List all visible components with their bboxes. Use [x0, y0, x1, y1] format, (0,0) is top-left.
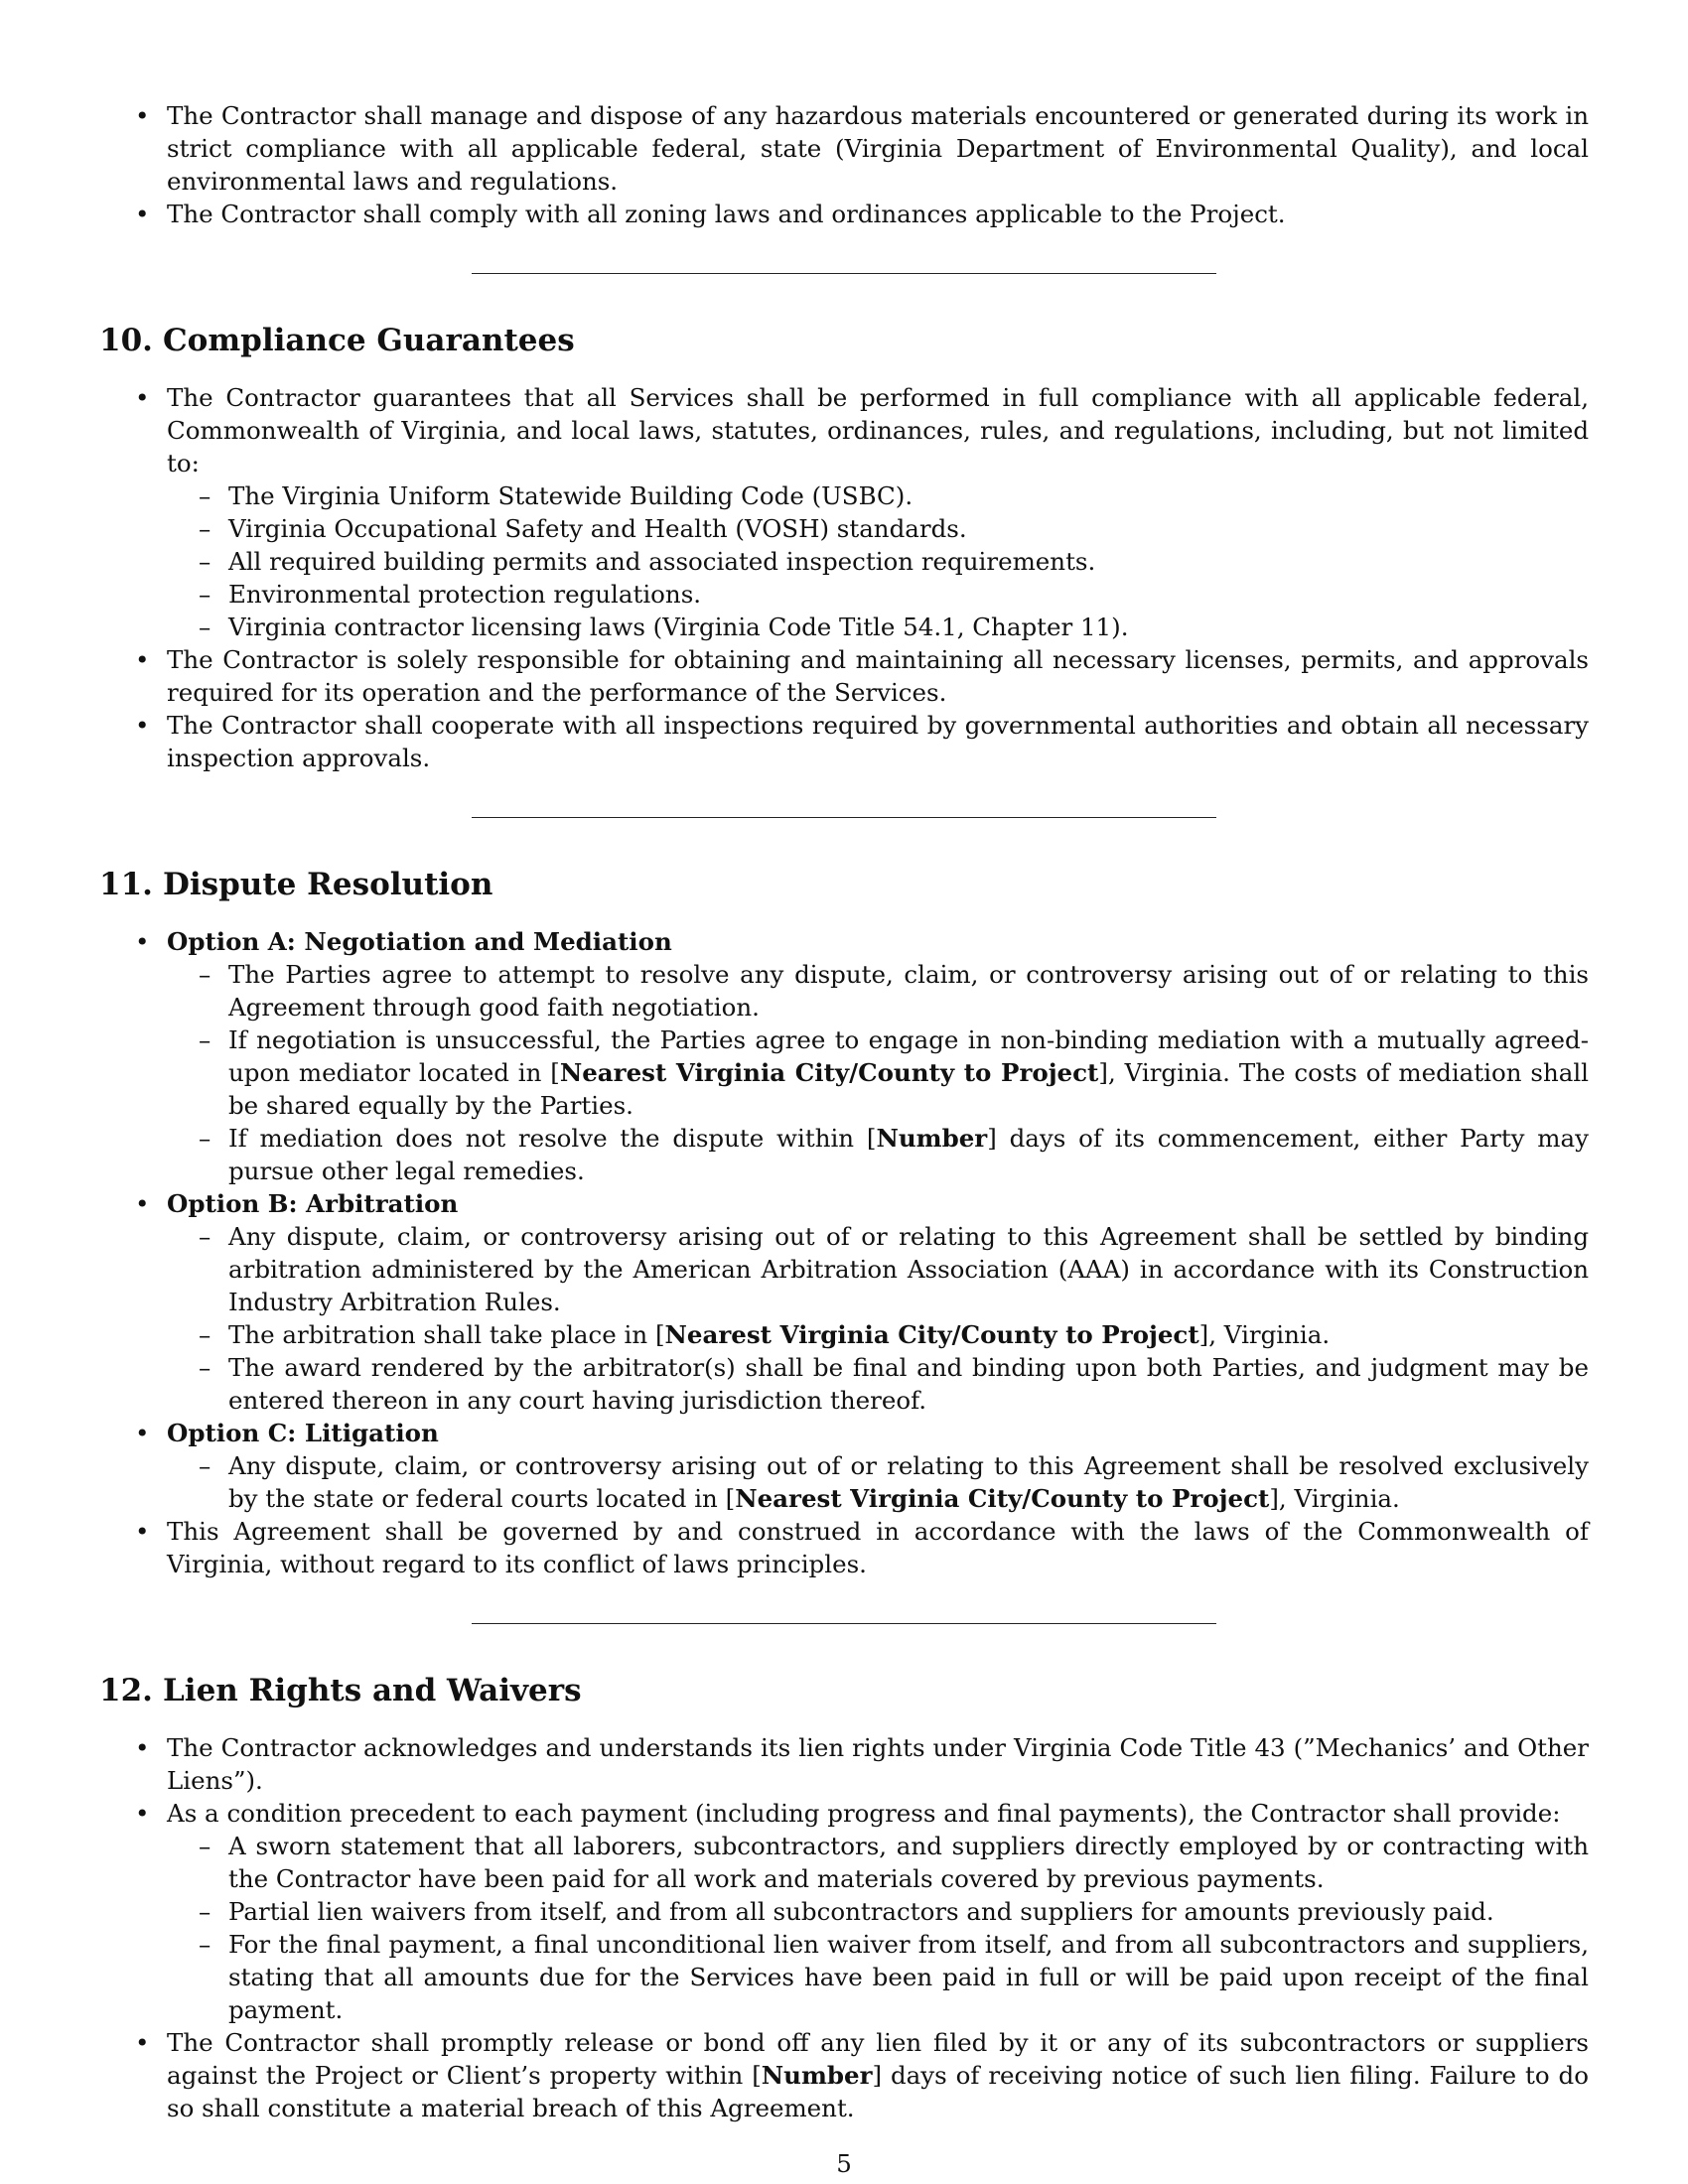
section-11-list [99, 925, 1589, 1580]
placeholder-field: Nearest Virginia City/County to Project [664, 1320, 1199, 1349]
section-number: 12. [99, 1673, 153, 1708]
list-item: • The Contractor acknowledges and understands its lien rights under Virginia Code Title 43 (”Mechanics’ and Other Liens”). [167, 1731, 1589, 1797]
text-run: The Contractor shall promptly release or bond off any lien filed by it or any of its subcontractors or suppliers against the Project or Client’s property within [ [167, 2028, 1589, 2090]
text-run: If negotiation is unsuccessful, the Parties agree to engage in non-binding mediation with a mutually agreed-upon mediator located in [ [228, 1025, 1589, 1087]
bullet-zoning-laws: • The Contractor shall comply with all zoning laws and ordinances applicable to the Project. [167, 198, 1589, 230]
placeholder-field: Number [761, 2061, 873, 2090]
document-page [99, 99, 1589, 2124]
list-item: • The Contractor is solely responsible for obtaining and maintaining all necessary licenses, permits, and approvals required for its operation and the performance of the Services. [167, 643, 1589, 709]
text-run: ], Virginia. The costs of mediation shall be shared equally by the Parties. [228, 1058, 1589, 1120]
section-10-list [99, 381, 1589, 774]
governing-law-item: • This Agreement shall be governed by and construed in accordance with the laws of the Commonwealth of Virginia, without regard to its conflict of laws principles. [167, 1515, 1589, 1580]
option-c-item [167, 1417, 1589, 1515]
sub-list-item: – A sworn statement that all laborers, subcontractors, and suppliers directly employed by or contracting with the Contractor have been paid for all work and materials covered by previous payments. [228, 1830, 1589, 1895]
section-title: Compliance Guarantees [163, 323, 575, 358]
option-c-label: Option C: Litigation [167, 1419, 439, 1447]
section-10-heading [99, 322, 1589, 359]
placeholder-field: Nearest Virginia City/County to Project [735, 1484, 1270, 1513]
section-title: Lien Rights and Waivers [163, 1673, 582, 1708]
sub-list-item [228, 1122, 1589, 1187]
list-item: • The Contractor shall cooperate with all inspections required by governmental authorities and obtain all necessary inspection approvals. [167, 709, 1589, 774]
page-number: 5 [836, 2149, 852, 2178]
sub-list [167, 1830, 1589, 2026]
sub-list-item: – Any dispute, claim, or controversy arising out of or relating to this Agreement shall be settled by binding arbitration administered by the American Arbitration Association (AAA) in accordance with its Construction Industry Arbitration Rules. [228, 1220, 1589, 1318]
section-number: 10. [99, 323, 153, 358]
section-12-list [99, 1731, 1589, 2124]
sub-list [167, 1220, 1589, 1417]
list-item-text: The Contractor guarantees that all Services shall be performed in full compliance with all applicable federal, Commonwealth of Virginia, and local laws, statutes, ordinances, rules, and regulations, including, but not limited to: [167, 383, 1589, 478]
text-run: ] days of receiving notice of such lien filing. Failure to do so shall constitute a material breach of this Agreement. [167, 2061, 1589, 2122]
top-bullet-list [99, 99, 1589, 230]
list-item [167, 1797, 1589, 2026]
section-divider [472, 817, 1216, 818]
text-run: If mediation does not resolve the dispute within [ [228, 1124, 877, 1153]
sub-list [167, 479, 1589, 643]
sub-list-item: – The award rendered by the arbitrator(s) shall be final and binding upon both Parties, and judgment may be entered thereon in any court having jurisdiction thereof. [228, 1351, 1589, 1417]
list-item-text: As a condition precedent to each payment (including progress and final payments), the Contractor shall provide: [167, 1799, 1561, 1828]
sub-list [167, 958, 1589, 1187]
placeholder-field: Nearest Virginia City/County to Project [559, 1058, 1099, 1087]
sub-list-item: – Partial lien waivers from itself, and from all subcontractors and suppliers for amounts previously paid. [228, 1895, 1589, 1928]
sub-list-item: – Virginia Occupational Safety and Health (VOSH) standards. [228, 512, 1589, 545]
sub-list-item [228, 1024, 1589, 1122]
list-item [167, 2026, 1589, 2124]
sub-list-item [228, 1449, 1589, 1515]
option-a-item [167, 925, 1589, 1187]
text-run: Any dispute, claim, or controversy arising out of or relating to this Agreement shall be resolved exclusively by the state or federal courts located in [ [228, 1451, 1589, 1513]
sub-list-item: – All required building permits and associated inspection requirements. [228, 545, 1589, 578]
sub-list-item: – Virginia contractor licensing laws (Virginia Code Title 54.1, Chapter 11). [228, 611, 1589, 643]
sub-list-item: – The Virginia Uniform Statewide Building Code (USBC). [228, 479, 1589, 512]
section-12-heading [99, 1672, 1589, 1709]
section-number: 11. [99, 867, 153, 902]
sub-list-item: – The Parties agree to attempt to resolve any dispute, claim, or controversy arising out of or relating to this Agreement through good faith negotiation. [228, 958, 1589, 1024]
section-divider [472, 1623, 1216, 1624]
text-run: ], Virginia. [1269, 1484, 1400, 1513]
option-b-item [167, 1187, 1589, 1417]
sub-list-item: – For the final payment, a final unconditional lien waiver from itself, and from all subcontractors and suppliers, stating that all amounts due for the Services have been paid in full or will be paid upon receipt of the final payment. [228, 1928, 1589, 2026]
option-b-label: Option B: Arbitration [167, 1189, 459, 1218]
section-title: Dispute Resolution [163, 867, 493, 902]
placeholder-field: Number [876, 1124, 988, 1153]
sub-list-item: – Environmental protection regulations. [228, 578, 1589, 611]
sub-list [167, 1449, 1589, 1515]
text-run: The arbitration shall take place in [ [228, 1320, 665, 1349]
text-run: ], Virginia. [1198, 1320, 1331, 1349]
option-a-label: Option A: Negotiation and Mediation [167, 927, 672, 956]
bullet-hazardous-materials: • The Contractor shall manage and dispose of any hazardous materials encountered or generated during its work in strict compliance with all applicable federal, state (Virginia Department of Environmental Quality), and local environmental laws and regulations. [167, 99, 1589, 198]
sub-list-item [228, 1318, 1589, 1351]
section-11-heading [99, 866, 1589, 903]
section-divider [472, 273, 1216, 274]
text-run: ] days of its commencement, either Party may pursue other legal remedies. [228, 1124, 1589, 1185]
list-item [167, 381, 1589, 643]
